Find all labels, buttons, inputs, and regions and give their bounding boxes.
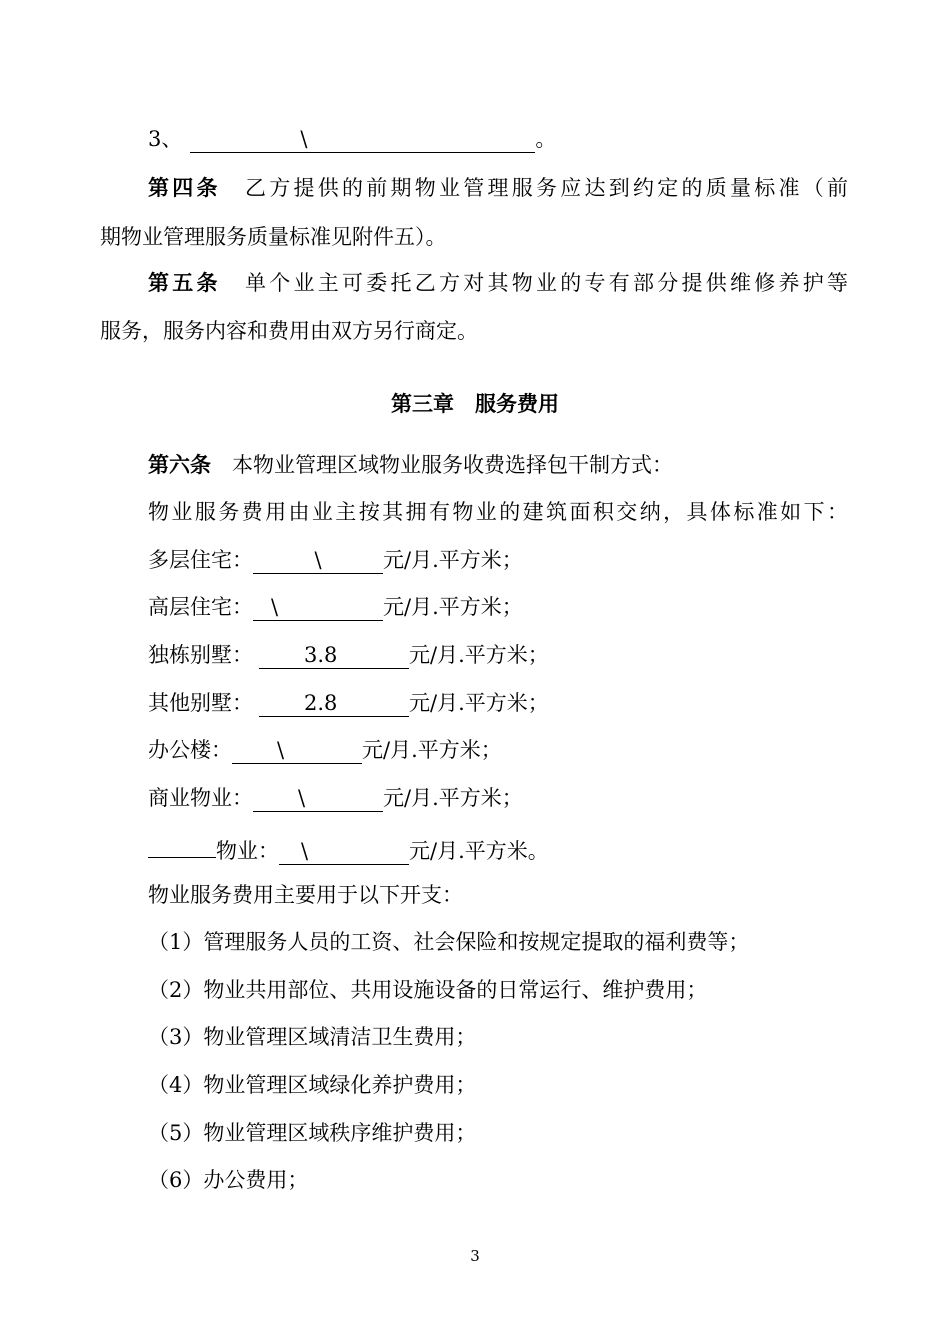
- item-3-prefix: 3、: [148, 127, 183, 151]
- expense-item: （5）物业管理区域秩序维护费用；: [148, 1121, 477, 1145]
- fee-row: [148, 783, 523, 813]
- expense-item: （6）办公费用；: [148, 1168, 309, 1192]
- page-number: 3: [470, 1247, 480, 1265]
- chapter-3-heading: [0, 389, 950, 419]
- chapter-3-title: 第三章: [391, 392, 454, 416]
- fee-row: [148, 831, 549, 866]
- fee-value: \: [253, 547, 383, 574]
- fee-row: [148, 545, 523, 575]
- expense-item: （1）管理服务人员的工资、社会保险和按规定提取的福利费等；: [148, 930, 750, 954]
- fee-type-blank: [148, 831, 216, 858]
- fee-unit: 元/月.平方米；: [383, 786, 523, 810]
- fee-value: \: [253, 594, 383, 621]
- fee-unit: 元/月.平方米；: [409, 691, 549, 715]
- fee-value: \: [253, 785, 383, 812]
- expenses-intro: 物业服务费用主要用于以下开支：: [148, 883, 463, 907]
- fee-label: 其他别墅：: [148, 691, 253, 715]
- article-5-title: 第五条: [148, 271, 221, 295]
- article-4-title: 第四条: [148, 176, 221, 200]
- article-5-text-1: 单个业主可委托乙方对其物业的专有部分提供维修养护等: [245, 271, 848, 295]
- fee-label: 独栋别墅：: [148, 643, 253, 667]
- fee-value: 2.8: [259, 690, 409, 717]
- expense-item: （2）物业共用部位、共用设施设备的日常运行、维护费用；: [148, 978, 708, 1002]
- expense-item: （4）物业管理区域绿化养护费用；: [148, 1073, 477, 1097]
- fee-row: [148, 640, 549, 670]
- item-3-suffix: 。: [535, 127, 557, 151]
- fee-unit: 元/月.平方米。: [409, 839, 549, 863]
- fee-row: [148, 735, 502, 765]
- fee-label: 高层住宅：: [148, 595, 253, 619]
- fee-value: \: [279, 838, 409, 865]
- fee-unit: 元/月.平方米；: [383, 595, 523, 619]
- fee-unit: 元/月.平方米；: [383, 548, 523, 572]
- article-6-text-1: 本物业管理区域物业服务收费选择包干制方式：: [232, 453, 673, 477]
- fee-unit: 元/月.平方米；: [409, 643, 549, 667]
- fee-value: \: [232, 737, 362, 764]
- article-6-line-1: [148, 450, 673, 480]
- item-3: [148, 124, 556, 154]
- article-4-line-1: [148, 173, 848, 203]
- chapter-3-subtitle: 服务费用: [475, 392, 559, 416]
- fee-row: [148, 688, 549, 718]
- article-4-line-2: 期物业管理服务质量标准见附件五）。: [100, 225, 447, 249]
- item-3-blank: \: [190, 126, 535, 153]
- article-6-line-2: 物业服务费用由业主按其拥有物业的建筑面积交纳，具体标准如下：: [148, 500, 848, 524]
- fee-label: 商业物业：: [148, 786, 253, 810]
- fee-value: 3.8: [259, 642, 409, 669]
- fee-label: 多层住宅：: [148, 548, 253, 572]
- article-5-line-1: [148, 268, 848, 298]
- article-5-line-2: 服务，服务内容和费用由双方另行商定。: [100, 319, 478, 343]
- fee-row: [148, 592, 523, 622]
- fee-label: 办公楼：: [148, 738, 232, 762]
- fee-unit: 元/月.平方米；: [362, 738, 502, 762]
- fee-label: 物业：: [216, 839, 279, 863]
- article-6-title: 第六条: [148, 453, 211, 477]
- article-4-text-1: 乙方提供的前期物业管理服务应达到约定的质量标准（前: [245, 176, 848, 200]
- expense-item: （3）物业管理区域清洁卫生费用；: [148, 1025, 477, 1049]
